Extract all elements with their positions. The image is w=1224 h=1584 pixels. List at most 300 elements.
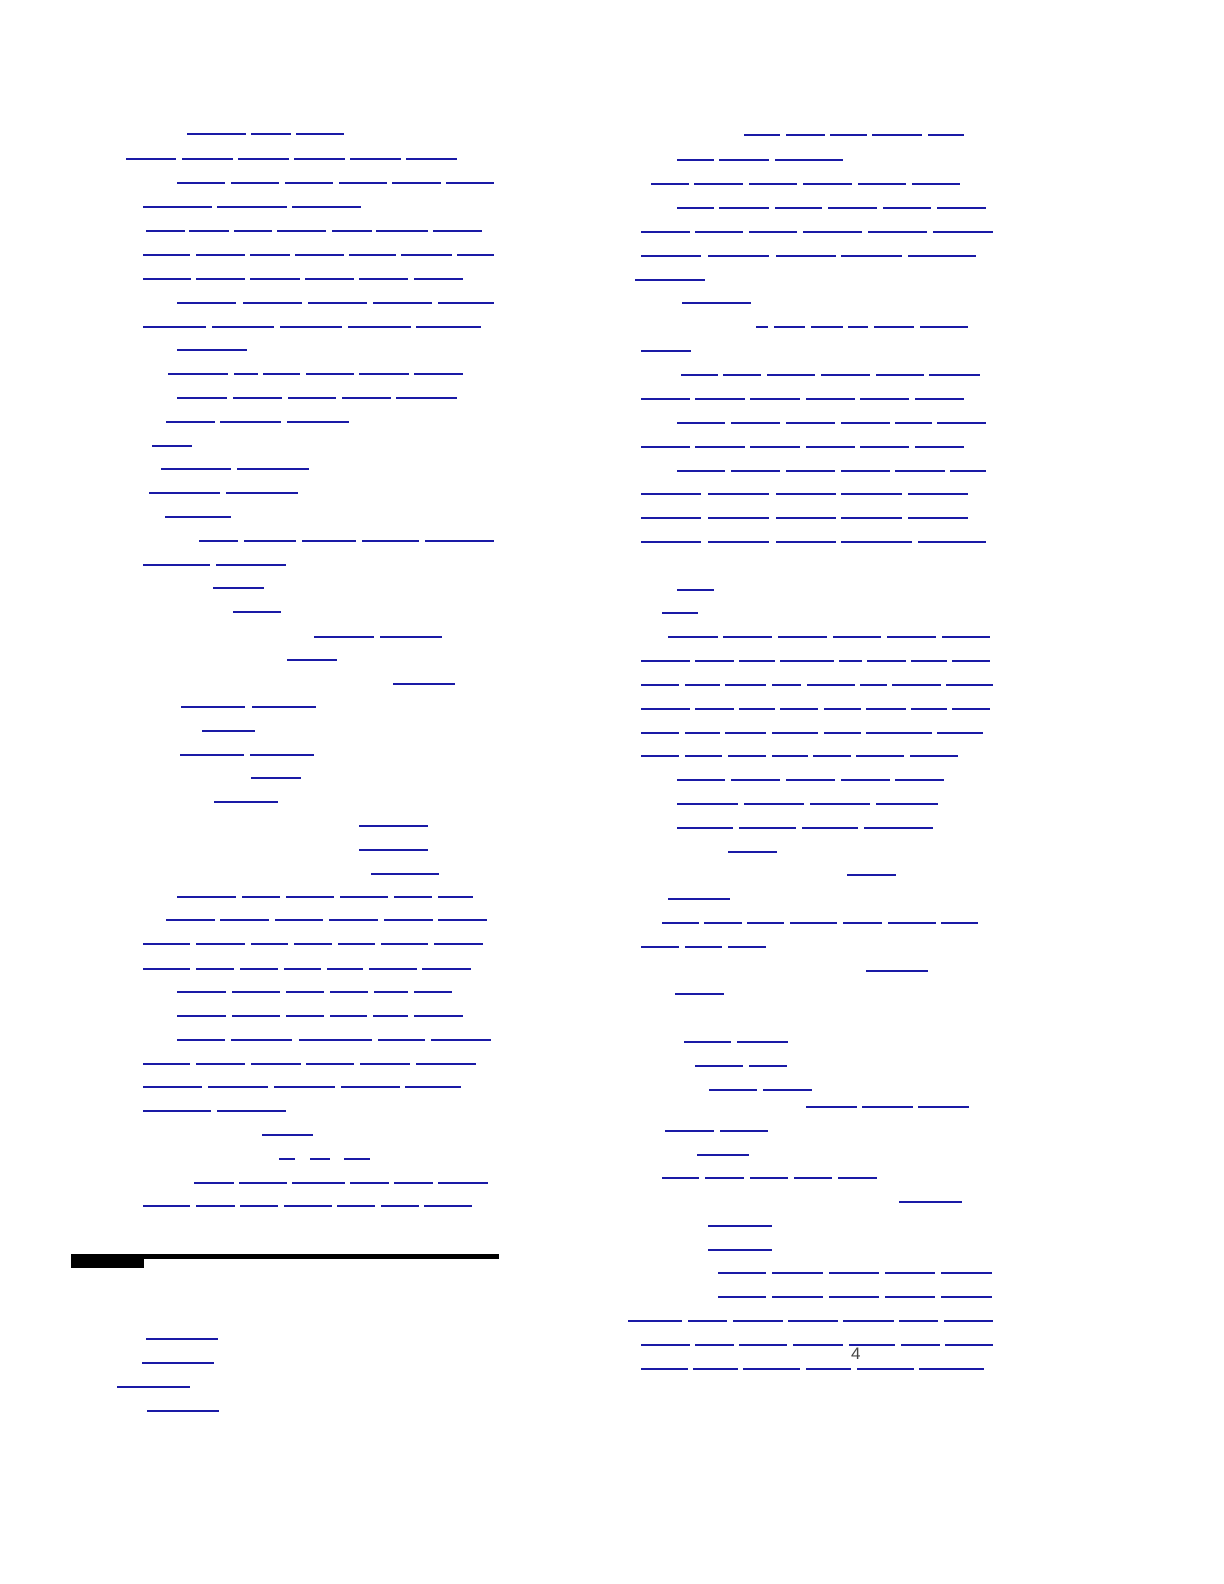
right-link-4-4[interactable] (828, 207, 877, 209)
left-link-7-2[interactable] (196, 278, 245, 280)
right-link-24-1[interactable] (641, 708, 690, 710)
right-link-22-1[interactable] (641, 660, 690, 662)
left-link-34-3[interactable] (275, 919, 323, 921)
left-link-45-5[interactable] (394, 1182, 433, 1184)
right-link-18-3[interactable] (776, 541, 836, 543)
right-link-17-3[interactable] (776, 517, 836, 519)
left-link-9-1[interactable] (143, 326, 206, 328)
left-link-12-1[interactable] (177, 397, 227, 399)
right-link-1-5[interactable] (928, 134, 964, 136)
right-link-1-1[interactable] (744, 134, 780, 136)
left-link-22-2[interactable] (380, 636, 442, 638)
left-link-44-2[interactable] (310, 1158, 330, 1160)
right-link-18-4[interactable] (841, 541, 912, 543)
left-link-9-2[interactable] (212, 326, 274, 328)
right-link-29-1[interactable] (677, 827, 733, 829)
right-link-6-1[interactable] (641, 255, 701, 257)
left-link-11-1[interactable] (168, 373, 228, 375)
left-link-46-2[interactable] (196, 1205, 235, 1207)
left-link-42-2[interactable] (217, 1110, 286, 1112)
right-link-4-2[interactable] (719, 207, 769, 209)
right-link-26-1[interactable] (641, 755, 679, 757)
left-link-46-4[interactable] (284, 1205, 332, 1207)
right-link-22-7[interactable] (911, 660, 947, 662)
left-link-45-2[interactable] (239, 1182, 287, 1184)
left-link-47-1[interactable] (146, 1338, 218, 1340)
right-link-50-1[interactable] (641, 1344, 690, 1346)
left-link-1-2[interactable] (251, 133, 291, 135)
right-link-6-4[interactable] (841, 255, 902, 257)
left-link-7-4[interactable] (305, 278, 354, 280)
right-link-14-2[interactable] (695, 446, 745, 448)
right-link-6-2[interactable] (708, 255, 769, 257)
left-link-30-1[interactable] (359, 825, 428, 827)
left-link-37-5[interactable] (374, 991, 408, 993)
left-link-27-2[interactable] (250, 754, 314, 756)
right-link-4-5[interactable] (883, 207, 931, 209)
right-link-14-3[interactable] (750, 446, 800, 448)
right-link-22-8[interactable] (952, 660, 990, 662)
left-link-39-3[interactable] (299, 1039, 372, 1041)
left-link-46-5[interactable] (337, 1205, 375, 1207)
right-link-28-3[interactable] (810, 803, 870, 805)
right-link-26-3[interactable] (728, 755, 766, 757)
left-link-34-6[interactable] (438, 919, 487, 921)
right-link-2-3[interactable] (775, 159, 843, 161)
left-link-36-4[interactable] (284, 968, 321, 970)
right-link-11-5[interactable] (876, 374, 924, 376)
left-link-34-4[interactable] (329, 919, 378, 921)
left-link-7-3[interactable] (250, 278, 300, 280)
left-link-34-2[interactable] (220, 919, 269, 921)
left-link-17-1[interactable] (165, 516, 231, 518)
right-link-34-3[interactable] (728, 946, 766, 948)
right-link-18-1[interactable] (641, 541, 701, 543)
right-link-51-3[interactable] (743, 1368, 800, 1370)
left-link-35-7[interactable] (434, 943, 483, 945)
right-link-8-1[interactable] (682, 302, 751, 304)
right-link-22-2[interactable] (695, 660, 734, 662)
right-link-12-3[interactable] (750, 398, 800, 400)
left-link-41-1[interactable] (143, 1086, 202, 1088)
right-link-36-1[interactable] (675, 993, 724, 995)
left-link-41-3[interactable] (274, 1086, 335, 1088)
right-link-43-4[interactable] (794, 1177, 832, 1179)
right-link-9-3[interactable] (811, 326, 843, 328)
right-link-49-6[interactable] (899, 1320, 938, 1322)
right-link-23-2[interactable] (685, 684, 720, 686)
right-link-27-5[interactable] (895, 779, 944, 781)
left-link-35-4[interactable] (294, 943, 332, 945)
left-link-34-1[interactable] (166, 919, 215, 921)
right-link-43-2[interactable] (705, 1177, 744, 1179)
right-link-50-6[interactable] (901, 1344, 940, 1346)
right-link-22-6[interactable] (867, 660, 906, 662)
left-link-12-4[interactable] (342, 397, 391, 399)
right-link-26-2[interactable] (685, 755, 722, 757)
right-link-45-1[interactable] (708, 1225, 772, 1227)
left-link-37-3[interactable] (286, 991, 324, 993)
right-link-24-2[interactable] (695, 708, 734, 710)
right-link-47-1[interactable] (718, 1272, 766, 1274)
right-link-15-1[interactable] (677, 470, 725, 472)
right-link-11-6[interactable] (929, 374, 980, 376)
right-link-11-2[interactable] (723, 374, 761, 376)
left-link-16-1[interactable] (149, 492, 220, 494)
right-link-30-1[interactable] (728, 851, 777, 853)
right-link-1-4[interactable] (872, 134, 922, 136)
left-link-14-1[interactable] (152, 445, 192, 447)
right-link-5-6[interactable] (933, 231, 993, 233)
right-link-33-1[interactable] (662, 922, 699, 924)
left-link-45-6[interactable] (438, 1182, 488, 1184)
left-link-43-1[interactable] (262, 1134, 313, 1136)
left-link-11-4[interactable] (306, 373, 354, 375)
right-link-35-1[interactable] (866, 970, 928, 972)
left-link-33-3[interactable] (286, 896, 334, 898)
right-link-48-1[interactable] (718, 1296, 766, 1298)
right-link-50-3[interactable] (739, 1344, 787, 1346)
right-link-26-7[interactable] (910, 755, 958, 757)
right-link-34-2[interactable] (685, 946, 722, 948)
right-link-3-2[interactable] (694, 183, 743, 185)
right-link-11-1[interactable] (681, 374, 718, 376)
right-link-39-2[interactable] (763, 1089, 812, 1091)
right-link-25-5[interactable] (824, 732, 861, 734)
right-link-49-2[interactable] (688, 1320, 727, 1322)
left-link-12-3[interactable] (288, 397, 336, 399)
right-link-11-3[interactable] (767, 374, 815, 376)
left-link-11-6[interactable] (414, 373, 463, 375)
right-link-51-2[interactable] (693, 1368, 738, 1370)
left-link-39-1[interactable] (177, 1039, 225, 1041)
right-link-17-4[interactable] (841, 517, 902, 519)
right-link-21-4[interactable] (833, 636, 881, 638)
left-link-8-3[interactable] (308, 302, 367, 304)
right-link-3-5[interactable] (858, 183, 906, 185)
left-link-8-1[interactable] (177, 302, 236, 304)
right-link-34-1[interactable] (641, 946, 679, 948)
right-link-23-6[interactable] (860, 684, 887, 686)
left-link-36-2[interactable] (196, 968, 234, 970)
right-link-25-1[interactable] (641, 732, 679, 734)
right-link-23-4[interactable] (772, 684, 801, 686)
right-link-48-5[interactable] (941, 1296, 992, 1298)
right-link-12-2[interactable] (695, 398, 745, 400)
right-link-25-2[interactable] (685, 732, 720, 734)
left-link-1-3[interactable] (296, 133, 344, 135)
right-link-22-4[interactable] (780, 660, 834, 662)
right-link-49-1[interactable] (628, 1320, 682, 1322)
left-link-6-5[interactable] (349, 254, 396, 256)
left-link-24-1[interactable] (393, 683, 455, 685)
right-link-48-3[interactable] (829, 1296, 879, 1298)
right-link-9-4[interactable] (848, 326, 868, 328)
right-link-29-4[interactable] (864, 827, 933, 829)
left-link-5-4[interactable] (277, 230, 326, 232)
right-link-4-6[interactable] (937, 207, 986, 209)
right-link-33-2[interactable] (704, 922, 742, 924)
left-link-13-3[interactable] (287, 421, 349, 423)
right-link-12-6[interactable] (915, 398, 964, 400)
right-link-5-4[interactable] (803, 231, 862, 233)
left-link-13-2[interactable] (220, 421, 281, 423)
right-link-51-6[interactable] (919, 1368, 984, 1370)
left-link-18-1[interactable] (199, 540, 238, 542)
left-link-27-1[interactable] (180, 754, 244, 756)
right-link-27-4[interactable] (841, 779, 890, 781)
right-link-20-1[interactable] (662, 612, 698, 614)
right-link-14-5[interactable] (860, 446, 909, 448)
left-link-31-1[interactable] (359, 849, 428, 851)
right-link-28-4[interactable] (876, 803, 938, 805)
left-link-10-1[interactable] (177, 349, 247, 351)
right-link-26-4[interactable] (772, 755, 808, 757)
right-link-16-4[interactable] (841, 493, 902, 495)
left-link-2-3[interactable] (238, 158, 289, 160)
right-link-48-4[interactable] (885, 1296, 935, 1298)
left-link-2-2[interactable] (182, 158, 233, 160)
left-link-2-4[interactable] (294, 158, 345, 160)
left-link-39-5[interactable] (431, 1039, 491, 1041)
right-link-24-3[interactable] (739, 708, 775, 710)
right-link-13-6[interactable] (937, 422, 986, 424)
right-link-17-1[interactable] (641, 517, 701, 519)
left-link-29-1[interactable] (214, 801, 278, 803)
right-link-9-6[interactable] (920, 326, 968, 328)
right-link-33-6[interactable] (888, 922, 936, 924)
right-link-9-5[interactable] (874, 326, 914, 328)
right-link-6-3[interactable] (776, 255, 836, 257)
right-link-21-5[interactable] (887, 636, 936, 638)
right-link-33-3[interactable] (747, 922, 784, 924)
left-link-41-2[interactable] (208, 1086, 268, 1088)
left-link-5-2[interactable] (189, 230, 229, 232)
right-link-21-6[interactable] (942, 636, 990, 638)
left-link-18-5[interactable] (425, 540, 494, 542)
right-link-22-5[interactable] (839, 660, 862, 662)
right-link-50-7[interactable] (945, 1344, 993, 1346)
left-link-16-2[interactable] (226, 492, 298, 494)
right-link-38-2[interactable] (749, 1065, 787, 1067)
right-link-25-6[interactable] (866, 732, 932, 734)
right-link-44-1[interactable] (899, 1201, 962, 1203)
left-link-33-6[interactable] (438, 896, 473, 898)
right-link-49-5[interactable] (843, 1320, 894, 1322)
left-link-38-5[interactable] (373, 1015, 408, 1017)
right-link-48-2[interactable] (772, 1296, 823, 1298)
left-link-46-3[interactable] (240, 1205, 278, 1207)
left-link-33-2[interactable] (242, 896, 280, 898)
left-link-15-2[interactable] (237, 468, 309, 470)
left-link-25-2[interactable] (252, 706, 316, 708)
right-link-47-3[interactable] (829, 1272, 879, 1274)
left-link-33-5[interactable] (394, 896, 432, 898)
right-link-2-1[interactable] (677, 159, 714, 161)
right-link-21-2[interactable] (723, 636, 772, 638)
left-link-35-1[interactable] (143, 943, 190, 945)
left-link-6-2[interactable] (196, 254, 245, 256)
right-link-15-6[interactable] (950, 470, 986, 472)
left-link-5-5[interactable] (332, 230, 372, 232)
right-link-9-2[interactable] (774, 326, 805, 328)
right-link-38-1[interactable] (695, 1065, 743, 1067)
left-link-35-6[interactable] (381, 943, 428, 945)
right-link-14-1[interactable] (641, 446, 690, 448)
left-link-33-4[interactable] (340, 896, 388, 898)
left-link-36-5[interactable] (327, 968, 363, 970)
right-link-51-5[interactable] (857, 1368, 914, 1370)
left-link-19-2[interactable] (216, 564, 286, 566)
right-link-12-5[interactable] (860, 398, 909, 400)
left-link-38-6[interactable] (414, 1015, 463, 1017)
right-link-49-4[interactable] (788, 1320, 838, 1322)
right-link-33-5[interactable] (843, 922, 882, 924)
left-link-49-1[interactable] (117, 1386, 190, 1388)
left-link-3-1[interactable] (177, 182, 225, 184)
right-link-14-6[interactable] (915, 446, 964, 448)
left-link-2-1[interactable] (126, 158, 176, 160)
left-link-13-1[interactable] (166, 421, 215, 423)
left-link-3-2[interactable] (231, 182, 279, 184)
right-link-23-1[interactable] (641, 684, 679, 686)
left-link-37-2[interactable] (232, 991, 280, 993)
left-link-36-7[interactable] (422, 968, 471, 970)
left-link-39-4[interactable] (378, 1039, 425, 1041)
right-link-50-4[interactable] (793, 1344, 843, 1346)
right-link-15-3[interactable] (786, 470, 835, 472)
left-link-40-4[interactable] (306, 1063, 354, 1065)
right-link-23-5[interactable] (807, 684, 855, 686)
left-link-11-5[interactable] (359, 373, 409, 375)
right-link-28-2[interactable] (744, 803, 804, 805)
left-link-37-6[interactable] (414, 991, 452, 993)
right-link-5-5[interactable] (868, 231, 927, 233)
right-link-40-3[interactable] (918, 1106, 969, 1108)
left-link-3-6[interactable] (446, 182, 494, 184)
left-link-8-5[interactable] (438, 302, 494, 304)
right-link-24-5[interactable] (824, 708, 861, 710)
left-link-38-2[interactable] (232, 1015, 280, 1017)
left-link-6-3[interactable] (250, 254, 290, 256)
left-link-20-1[interactable] (213, 587, 264, 589)
right-link-25-4[interactable] (772, 732, 818, 734)
left-link-18-4[interactable] (362, 540, 419, 542)
left-link-9-4[interactable] (348, 326, 411, 328)
right-link-5-3[interactable] (749, 231, 797, 233)
right-link-50-2[interactable] (695, 1344, 734, 1346)
left-link-19-1[interactable] (143, 564, 210, 566)
left-link-21-1[interactable] (233, 611, 281, 613)
left-link-4-2[interactable] (217, 206, 287, 208)
right-link-4-3[interactable] (775, 207, 822, 209)
left-link-40-2[interactable] (196, 1063, 245, 1065)
right-link-18-2[interactable] (708, 541, 769, 543)
right-link-43-1[interactable] (662, 1177, 699, 1179)
left-link-38-4[interactable] (330, 1015, 367, 1017)
left-link-36-1[interactable] (143, 968, 190, 970)
left-link-7-5[interactable] (359, 278, 408, 280)
left-link-4-3[interactable] (292, 206, 361, 208)
right-link-1-3[interactable] (830, 134, 867, 136)
right-link-10-1[interactable] (641, 350, 691, 352)
left-link-36-6[interactable] (369, 968, 417, 970)
left-link-36-3[interactable] (240, 968, 278, 970)
right-link-28-1[interactable] (677, 803, 738, 805)
left-link-3-4[interactable] (339, 182, 387, 184)
right-link-13-2[interactable] (731, 422, 780, 424)
left-link-1-1[interactable] (187, 133, 246, 135)
right-link-13-5[interactable] (895, 422, 932, 424)
left-link-15-1[interactable] (161, 468, 231, 470)
right-link-22-3[interactable] (739, 660, 775, 662)
right-link-7-1[interactable] (635, 279, 705, 281)
right-link-26-6[interactable] (856, 755, 904, 757)
right-link-17-5[interactable] (908, 517, 968, 519)
right-link-5-1[interactable] (641, 231, 690, 233)
left-link-2-6[interactable] (406, 158, 457, 160)
right-link-41-2[interactable] (720, 1130, 768, 1132)
right-link-16-1[interactable] (641, 493, 701, 495)
left-link-40-5[interactable] (360, 1063, 410, 1065)
left-link-37-4[interactable] (330, 991, 368, 993)
right-link-23-3[interactable] (725, 684, 766, 686)
right-link-15-4[interactable] (841, 470, 890, 472)
right-link-15-5[interactable] (895, 470, 945, 472)
right-link-12-4[interactable] (806, 398, 855, 400)
right-link-49-7[interactable] (944, 1320, 993, 1322)
left-link-3-3[interactable] (285, 182, 333, 184)
left-link-25-1[interactable] (181, 706, 245, 708)
left-link-46-6[interactable] (381, 1205, 419, 1207)
right-link-24-6[interactable] (866, 708, 906, 710)
right-link-33-7[interactable] (941, 922, 978, 924)
left-link-44-3[interactable] (344, 1158, 370, 1160)
left-link-7-1[interactable] (143, 278, 191, 280)
left-link-5-1[interactable] (146, 230, 185, 232)
left-link-46-1[interactable] (143, 1205, 190, 1207)
left-link-32-1[interactable] (371, 873, 439, 875)
left-link-5-6[interactable] (376, 230, 428, 232)
right-link-21-3[interactable] (778, 636, 827, 638)
right-link-27-2[interactable] (731, 779, 780, 781)
right-link-13-3[interactable] (786, 422, 835, 424)
right-link-19-1[interactable] (677, 589, 714, 591)
right-link-27-3[interactable] (786, 779, 835, 781)
right-link-15-2[interactable] (731, 470, 780, 472)
left-link-38-1[interactable] (177, 1015, 226, 1017)
left-link-39-2[interactable] (231, 1039, 292, 1041)
right-link-3-3[interactable] (749, 183, 797, 185)
left-link-40-1[interactable] (143, 1063, 190, 1065)
right-link-12-1[interactable] (641, 398, 690, 400)
left-link-28-1[interactable] (251, 777, 301, 779)
right-link-39-1[interactable] (709, 1089, 757, 1091)
left-link-12-5[interactable] (396, 397, 457, 399)
left-link-33-1[interactable] (177, 896, 236, 898)
right-link-33-4[interactable] (790, 922, 837, 924)
right-link-6-5[interactable] (908, 255, 976, 257)
left-link-5-7[interactable] (433, 230, 482, 232)
left-link-7-6[interactable] (414, 278, 463, 280)
left-link-40-3[interactable] (251, 1063, 301, 1065)
right-link-47-4[interactable] (885, 1272, 935, 1274)
right-link-37-2[interactable] (737, 1041, 788, 1043)
left-link-50-1[interactable] (147, 1410, 219, 1412)
right-link-23-8[interactable] (946, 684, 993, 686)
right-link-24-4[interactable] (780, 708, 818, 710)
right-link-26-5[interactable] (813, 755, 851, 757)
